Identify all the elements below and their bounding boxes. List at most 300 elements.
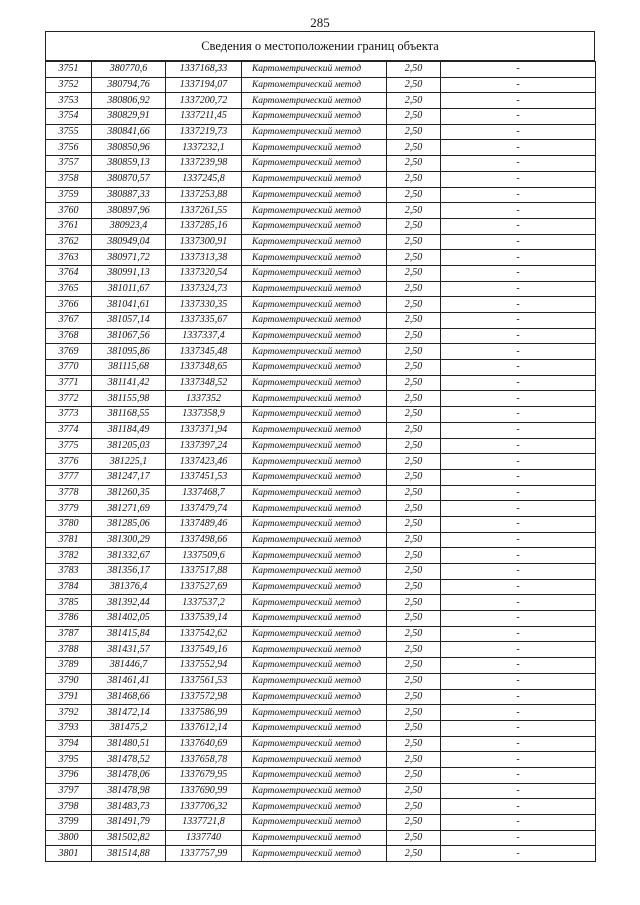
note-cell: - bbox=[441, 485, 596, 501]
note-cell: - bbox=[441, 375, 596, 391]
y-coordinate: 1337423,46 bbox=[166, 454, 242, 470]
boundary-sheet bbox=[45, 31, 595, 862]
table-row bbox=[46, 783, 596, 799]
table-row bbox=[46, 375, 596, 391]
x-coordinate: 381514,88 bbox=[92, 846, 166, 862]
accuracy-cell: 2,50 bbox=[387, 203, 441, 219]
x-coordinate: 380841,66 bbox=[92, 124, 166, 140]
x-coordinate: 381300,29 bbox=[92, 532, 166, 548]
note-cell: - bbox=[441, 187, 596, 203]
table-row bbox=[46, 407, 596, 423]
table-row bbox=[46, 109, 596, 125]
point-number: 3772 bbox=[46, 391, 92, 407]
accuracy-cell: 2,50 bbox=[387, 579, 441, 595]
accuracy-cell: 2,50 bbox=[387, 438, 441, 454]
table-row bbox=[46, 77, 596, 93]
x-coordinate: 381155,98 bbox=[92, 391, 166, 407]
note-cell: - bbox=[441, 705, 596, 721]
accuracy-cell: 2,50 bbox=[387, 846, 441, 862]
note-cell: - bbox=[441, 360, 596, 376]
table-row bbox=[46, 124, 596, 140]
y-coordinate: 1337542,62 bbox=[166, 626, 242, 642]
x-coordinate: 381446,7 bbox=[92, 658, 166, 674]
method-cell: Картометрический метод bbox=[242, 124, 387, 140]
method-cell: Картометрический метод bbox=[242, 720, 387, 736]
point-number: 3752 bbox=[46, 77, 92, 93]
table-row bbox=[46, 626, 596, 642]
note-cell: - bbox=[441, 313, 596, 329]
method-cell: Картометрический метод bbox=[242, 626, 387, 642]
y-coordinate: 1337721,8 bbox=[166, 815, 242, 831]
accuracy-cell: 2,50 bbox=[387, 705, 441, 721]
note-cell: - bbox=[441, 422, 596, 438]
note-cell: - bbox=[441, 156, 596, 172]
method-cell: Картометрический метод bbox=[242, 438, 387, 454]
method-cell: Картометрический метод bbox=[242, 689, 387, 705]
point-number: 3776 bbox=[46, 454, 92, 470]
y-coordinate: 1337337,4 bbox=[166, 328, 242, 344]
table-row bbox=[46, 673, 596, 689]
note-cell: - bbox=[441, 171, 596, 187]
table-row bbox=[46, 799, 596, 815]
y-coordinate: 1337397,24 bbox=[166, 438, 242, 454]
x-coordinate: 380897,96 bbox=[92, 203, 166, 219]
table-row bbox=[46, 234, 596, 250]
table-row bbox=[46, 391, 596, 407]
x-coordinate: 381225,1 bbox=[92, 454, 166, 470]
method-cell: Картометрический метод bbox=[242, 250, 387, 266]
note-cell: - bbox=[441, 548, 596, 564]
method-cell: Картометрический метод bbox=[242, 203, 387, 219]
method-cell: Картометрический метод bbox=[242, 375, 387, 391]
x-coordinate: 381478,06 bbox=[92, 767, 166, 783]
accuracy-cell: 2,50 bbox=[387, 140, 441, 156]
method-cell: Картометрический метод bbox=[242, 501, 387, 517]
y-coordinate: 1337200,72 bbox=[166, 93, 242, 109]
table-row bbox=[46, 156, 596, 172]
method-cell: Картометрический метод bbox=[242, 218, 387, 234]
table-row bbox=[46, 281, 596, 297]
point-number: 3761 bbox=[46, 218, 92, 234]
x-coordinate: 381115,68 bbox=[92, 360, 166, 376]
accuracy-cell: 2,50 bbox=[387, 532, 441, 548]
note-cell: - bbox=[441, 218, 596, 234]
point-number: 3798 bbox=[46, 799, 92, 815]
accuracy-cell: 2,50 bbox=[387, 830, 441, 846]
method-cell: Картометрический метод bbox=[242, 156, 387, 172]
method-cell: Картометрический метод bbox=[242, 658, 387, 674]
x-coordinate: 381472,14 bbox=[92, 705, 166, 721]
x-coordinate: 381057,14 bbox=[92, 313, 166, 329]
x-coordinate: 381067,56 bbox=[92, 328, 166, 344]
accuracy-cell: 2,50 bbox=[387, 313, 441, 329]
x-coordinate: 381468,66 bbox=[92, 689, 166, 705]
x-coordinate: 381271,69 bbox=[92, 501, 166, 517]
table-row bbox=[46, 485, 596, 501]
method-cell: Картометрический метод bbox=[242, 736, 387, 752]
x-coordinate: 381461,41 bbox=[92, 673, 166, 689]
y-coordinate: 1337348,65 bbox=[166, 360, 242, 376]
x-coordinate: 381431,57 bbox=[92, 642, 166, 658]
table-row bbox=[46, 846, 596, 862]
accuracy-cell: 2,50 bbox=[387, 422, 441, 438]
table-row bbox=[46, 62, 596, 78]
method-cell: Картометрический метод bbox=[242, 548, 387, 564]
table-row bbox=[46, 595, 596, 611]
table-row bbox=[46, 548, 596, 564]
method-cell: Картометрический метод bbox=[242, 344, 387, 360]
point-number: 3787 bbox=[46, 626, 92, 642]
table-row bbox=[46, 830, 596, 846]
y-coordinate: 1337345,48 bbox=[166, 344, 242, 360]
note-cell: - bbox=[441, 203, 596, 219]
table-row bbox=[46, 642, 596, 658]
accuracy-cell: 2,50 bbox=[387, 407, 441, 423]
accuracy-cell: 2,50 bbox=[387, 611, 441, 627]
note-cell: - bbox=[441, 736, 596, 752]
point-number: 3751 bbox=[46, 62, 92, 78]
y-coordinate: 1337320,54 bbox=[166, 265, 242, 281]
point-number: 3777 bbox=[46, 469, 92, 485]
accuracy-cell: 2,50 bbox=[387, 799, 441, 815]
coordinates-table bbox=[45, 61, 596, 862]
method-cell: Картометрический метод bbox=[242, 846, 387, 862]
x-coordinate: 381095,86 bbox=[92, 344, 166, 360]
accuracy-cell: 2,50 bbox=[387, 297, 441, 313]
point-number: 3770 bbox=[46, 360, 92, 376]
y-coordinate: 1337313,38 bbox=[166, 250, 242, 266]
note-cell: - bbox=[441, 799, 596, 815]
point-number: 3789 bbox=[46, 658, 92, 674]
y-coordinate: 1337358,9 bbox=[166, 407, 242, 423]
accuracy-cell: 2,50 bbox=[387, 375, 441, 391]
note-cell: - bbox=[441, 250, 596, 266]
method-cell: Картометрический метод bbox=[242, 313, 387, 329]
accuracy-cell: 2,50 bbox=[387, 485, 441, 501]
y-coordinate: 1337468,7 bbox=[166, 485, 242, 501]
point-number: 3755 bbox=[46, 124, 92, 140]
x-coordinate: 380859,13 bbox=[92, 156, 166, 172]
point-number: 3766 bbox=[46, 297, 92, 313]
note-cell: - bbox=[441, 140, 596, 156]
accuracy-cell: 2,50 bbox=[387, 265, 441, 281]
method-cell: Картометрический метод bbox=[242, 516, 387, 532]
x-coordinate: 380850,96 bbox=[92, 140, 166, 156]
note-cell: - bbox=[441, 62, 596, 78]
table-row bbox=[46, 720, 596, 736]
accuracy-cell: 2,50 bbox=[387, 124, 441, 140]
method-cell: Картометрический метод bbox=[242, 705, 387, 721]
x-coordinate: 381478,98 bbox=[92, 783, 166, 799]
method-cell: Картометрический метод bbox=[242, 799, 387, 815]
method-cell: Картометрический метод bbox=[242, 783, 387, 799]
table-row bbox=[46, 564, 596, 580]
coordinates-table-body bbox=[46, 62, 596, 862]
y-coordinate: 1337498,66 bbox=[166, 532, 242, 548]
accuracy-cell: 2,50 bbox=[387, 548, 441, 564]
point-number: 3764 bbox=[46, 265, 92, 281]
note-cell: - bbox=[441, 454, 596, 470]
x-coordinate: 381247,17 bbox=[92, 469, 166, 485]
accuracy-cell: 2,50 bbox=[387, 344, 441, 360]
accuracy-cell: 2,50 bbox=[387, 391, 441, 407]
method-cell: Картометрический метод bbox=[242, 469, 387, 485]
note-cell: - bbox=[441, 767, 596, 783]
accuracy-cell: 2,50 bbox=[387, 109, 441, 125]
y-coordinate: 1337371,94 bbox=[166, 422, 242, 438]
note-cell: - bbox=[441, 611, 596, 627]
note-cell: - bbox=[441, 438, 596, 454]
method-cell: Картометрический метод bbox=[242, 109, 387, 125]
method-cell: Картометрический метод bbox=[242, 611, 387, 627]
x-coordinate: 381011,67 bbox=[92, 281, 166, 297]
table-row bbox=[46, 689, 596, 705]
point-number: 3779 bbox=[46, 501, 92, 517]
accuracy-cell: 2,50 bbox=[387, 77, 441, 93]
method-cell: Картометрический метод bbox=[242, 767, 387, 783]
method-cell: Картометрический метод bbox=[242, 297, 387, 313]
x-coordinate: 381356,17 bbox=[92, 564, 166, 580]
x-coordinate: 381332,67 bbox=[92, 548, 166, 564]
table-row bbox=[46, 752, 596, 768]
note-cell: - bbox=[441, 720, 596, 736]
note-cell: - bbox=[441, 77, 596, 93]
x-coordinate: 380949,04 bbox=[92, 234, 166, 250]
y-coordinate: 1337572,98 bbox=[166, 689, 242, 705]
page-number: 285 bbox=[310, 15, 330, 30]
note-cell: - bbox=[441, 783, 596, 799]
method-cell: Картометрический метод bbox=[242, 830, 387, 846]
point-number: 3783 bbox=[46, 564, 92, 580]
note-cell: - bbox=[441, 658, 596, 674]
note-cell: - bbox=[441, 344, 596, 360]
point-number: 3769 bbox=[46, 344, 92, 360]
method-cell: Картометрический метод bbox=[242, 328, 387, 344]
y-coordinate: 1337612,14 bbox=[166, 720, 242, 736]
x-coordinate: 380971,72 bbox=[92, 250, 166, 266]
accuracy-cell: 2,50 bbox=[387, 218, 441, 234]
table-row bbox=[46, 705, 596, 721]
point-number: 3758 bbox=[46, 171, 92, 187]
table-row bbox=[46, 265, 596, 281]
accuracy-cell: 2,50 bbox=[387, 564, 441, 580]
point-number: 3768 bbox=[46, 328, 92, 344]
point-number: 3780 bbox=[46, 516, 92, 532]
table-row bbox=[46, 171, 596, 187]
table-row bbox=[46, 454, 596, 470]
table-row bbox=[46, 203, 596, 219]
point-number: 3784 bbox=[46, 579, 92, 595]
x-coordinate: 380923,4 bbox=[92, 218, 166, 234]
y-coordinate: 1337219,73 bbox=[166, 124, 242, 140]
method-cell: Картометрический метод bbox=[242, 454, 387, 470]
note-cell: - bbox=[441, 297, 596, 313]
table-row bbox=[46, 516, 596, 532]
y-coordinate: 1337489,46 bbox=[166, 516, 242, 532]
point-number: 3754 bbox=[46, 109, 92, 125]
note-cell: - bbox=[441, 328, 596, 344]
y-coordinate: 1337561,53 bbox=[166, 673, 242, 689]
method-cell: Картометрический метод bbox=[242, 391, 387, 407]
point-number: 3800 bbox=[46, 830, 92, 846]
point-number: 3773 bbox=[46, 407, 92, 423]
note-cell: - bbox=[441, 689, 596, 705]
x-coordinate: 381415,84 bbox=[92, 626, 166, 642]
point-number: 3774 bbox=[46, 422, 92, 438]
y-coordinate: 1337740 bbox=[166, 830, 242, 846]
accuracy-cell: 2,50 bbox=[387, 454, 441, 470]
note-cell: - bbox=[441, 281, 596, 297]
note-cell: - bbox=[441, 564, 596, 580]
x-coordinate: 380806,92 bbox=[92, 93, 166, 109]
accuracy-cell: 2,50 bbox=[387, 673, 441, 689]
point-number: 3793 bbox=[46, 720, 92, 736]
note-cell: - bbox=[441, 124, 596, 140]
point-number: 3759 bbox=[46, 187, 92, 203]
x-coordinate: 381168,55 bbox=[92, 407, 166, 423]
y-coordinate: 1337232,1 bbox=[166, 140, 242, 156]
point-number: 3795 bbox=[46, 752, 92, 768]
y-coordinate: 1337348,52 bbox=[166, 375, 242, 391]
accuracy-cell: 2,50 bbox=[387, 234, 441, 250]
x-coordinate: 380991,13 bbox=[92, 265, 166, 281]
method-cell: Картометрический метод bbox=[242, 140, 387, 156]
point-number: 3794 bbox=[46, 736, 92, 752]
table-row bbox=[46, 469, 596, 485]
note-cell: - bbox=[441, 265, 596, 281]
x-coordinate: 380887,33 bbox=[92, 187, 166, 203]
y-coordinate: 1337552,94 bbox=[166, 658, 242, 674]
x-coordinate: 381260,35 bbox=[92, 485, 166, 501]
x-coordinate: 381478,52 bbox=[92, 752, 166, 768]
point-number: 3778 bbox=[46, 485, 92, 501]
method-cell: Картометрический метод bbox=[242, 171, 387, 187]
y-coordinate: 1337537,2 bbox=[166, 595, 242, 611]
method-cell: Картометрический метод bbox=[242, 187, 387, 203]
accuracy-cell: 2,50 bbox=[387, 642, 441, 658]
accuracy-cell: 2,50 bbox=[387, 752, 441, 768]
accuracy-cell: 2,50 bbox=[387, 815, 441, 831]
point-number: 3760 bbox=[46, 203, 92, 219]
accuracy-cell: 2,50 bbox=[387, 736, 441, 752]
y-coordinate: 1337261,55 bbox=[166, 203, 242, 219]
y-coordinate: 1337211,45 bbox=[166, 109, 242, 125]
accuracy-cell: 2,50 bbox=[387, 501, 441, 517]
y-coordinate: 1337690,99 bbox=[166, 783, 242, 799]
note-cell: - bbox=[441, 626, 596, 642]
point-number: 3782 bbox=[46, 548, 92, 564]
table-row bbox=[46, 658, 596, 674]
accuracy-cell: 2,50 bbox=[387, 62, 441, 78]
note-cell: - bbox=[441, 595, 596, 611]
method-cell: Картометрический метод bbox=[242, 485, 387, 501]
table-row bbox=[46, 313, 596, 329]
method-cell: Картометрический метод bbox=[242, 815, 387, 831]
note-cell: - bbox=[441, 516, 596, 532]
y-coordinate: 1337194,07 bbox=[166, 77, 242, 93]
x-coordinate: 381402,05 bbox=[92, 611, 166, 627]
method-cell: Картометрический метод bbox=[242, 579, 387, 595]
accuracy-cell: 2,50 bbox=[387, 595, 441, 611]
accuracy-cell: 2,50 bbox=[387, 626, 441, 642]
x-coordinate: 380829,91 bbox=[92, 109, 166, 125]
y-coordinate: 1337324,73 bbox=[166, 281, 242, 297]
accuracy-cell: 2,50 bbox=[387, 156, 441, 172]
method-cell: Картометрический метод bbox=[242, 281, 387, 297]
method-cell: Картометрический метод bbox=[242, 642, 387, 658]
x-coordinate: 381483,73 bbox=[92, 799, 166, 815]
accuracy-cell: 2,50 bbox=[387, 783, 441, 799]
table-row bbox=[46, 438, 596, 454]
table-row bbox=[46, 218, 596, 234]
accuracy-cell: 2,50 bbox=[387, 516, 441, 532]
y-coordinate: 1337539,14 bbox=[166, 611, 242, 627]
method-cell: Картометрический метод bbox=[242, 234, 387, 250]
x-coordinate: 381475,2 bbox=[92, 720, 166, 736]
point-number: 3799 bbox=[46, 815, 92, 831]
y-coordinate: 1337300,91 bbox=[166, 234, 242, 250]
table-row bbox=[46, 579, 596, 595]
table-row bbox=[46, 767, 596, 783]
note-cell: - bbox=[441, 391, 596, 407]
point-number: 3781 bbox=[46, 532, 92, 548]
x-coordinate: 381041,61 bbox=[92, 297, 166, 313]
x-coordinate: 381491,79 bbox=[92, 815, 166, 831]
y-coordinate: 1337586,99 bbox=[166, 705, 242, 721]
method-cell: Картометрический метод bbox=[242, 595, 387, 611]
note-cell: - bbox=[441, 579, 596, 595]
table-row bbox=[46, 422, 596, 438]
point-number: 3791 bbox=[46, 689, 92, 705]
y-coordinate: 1337239,98 bbox=[166, 156, 242, 172]
table-caption: Сведения о местоположении границ объекта bbox=[45, 31, 595, 61]
y-coordinate: 1337451,53 bbox=[166, 469, 242, 485]
accuracy-cell: 2,50 bbox=[387, 360, 441, 376]
point-number: 3771 bbox=[46, 375, 92, 391]
method-cell: Картометрический метод bbox=[242, 407, 387, 423]
x-coordinate: 381205,03 bbox=[92, 438, 166, 454]
x-coordinate: 381480,51 bbox=[92, 736, 166, 752]
point-number: 3757 bbox=[46, 156, 92, 172]
y-coordinate: 1337285,16 bbox=[166, 218, 242, 234]
table-row bbox=[46, 532, 596, 548]
x-coordinate: 381184,49 bbox=[92, 422, 166, 438]
point-number: 3792 bbox=[46, 705, 92, 721]
y-coordinate: 1337640,69 bbox=[166, 736, 242, 752]
point-number: 3786 bbox=[46, 611, 92, 627]
point-number: 3797 bbox=[46, 783, 92, 799]
y-coordinate: 1337757,99 bbox=[166, 846, 242, 862]
method-cell: Картометрический метод bbox=[242, 532, 387, 548]
note-cell: - bbox=[441, 815, 596, 831]
table-row bbox=[46, 140, 596, 156]
point-number: 3765 bbox=[46, 281, 92, 297]
y-coordinate: 1337479,74 bbox=[166, 501, 242, 517]
note-cell: - bbox=[441, 234, 596, 250]
table-row bbox=[46, 328, 596, 344]
x-coordinate: 381376,4 bbox=[92, 579, 166, 595]
y-coordinate: 1337330,35 bbox=[166, 297, 242, 313]
y-coordinate: 1337245,8 bbox=[166, 171, 242, 187]
table-row bbox=[46, 344, 596, 360]
x-coordinate: 380770,6 bbox=[92, 62, 166, 78]
table-row bbox=[46, 187, 596, 203]
accuracy-cell: 2,50 bbox=[387, 250, 441, 266]
method-cell: Картометрический метод bbox=[242, 62, 387, 78]
point-number: 3801 bbox=[46, 846, 92, 862]
table-row bbox=[46, 611, 596, 627]
table-row bbox=[46, 93, 596, 109]
